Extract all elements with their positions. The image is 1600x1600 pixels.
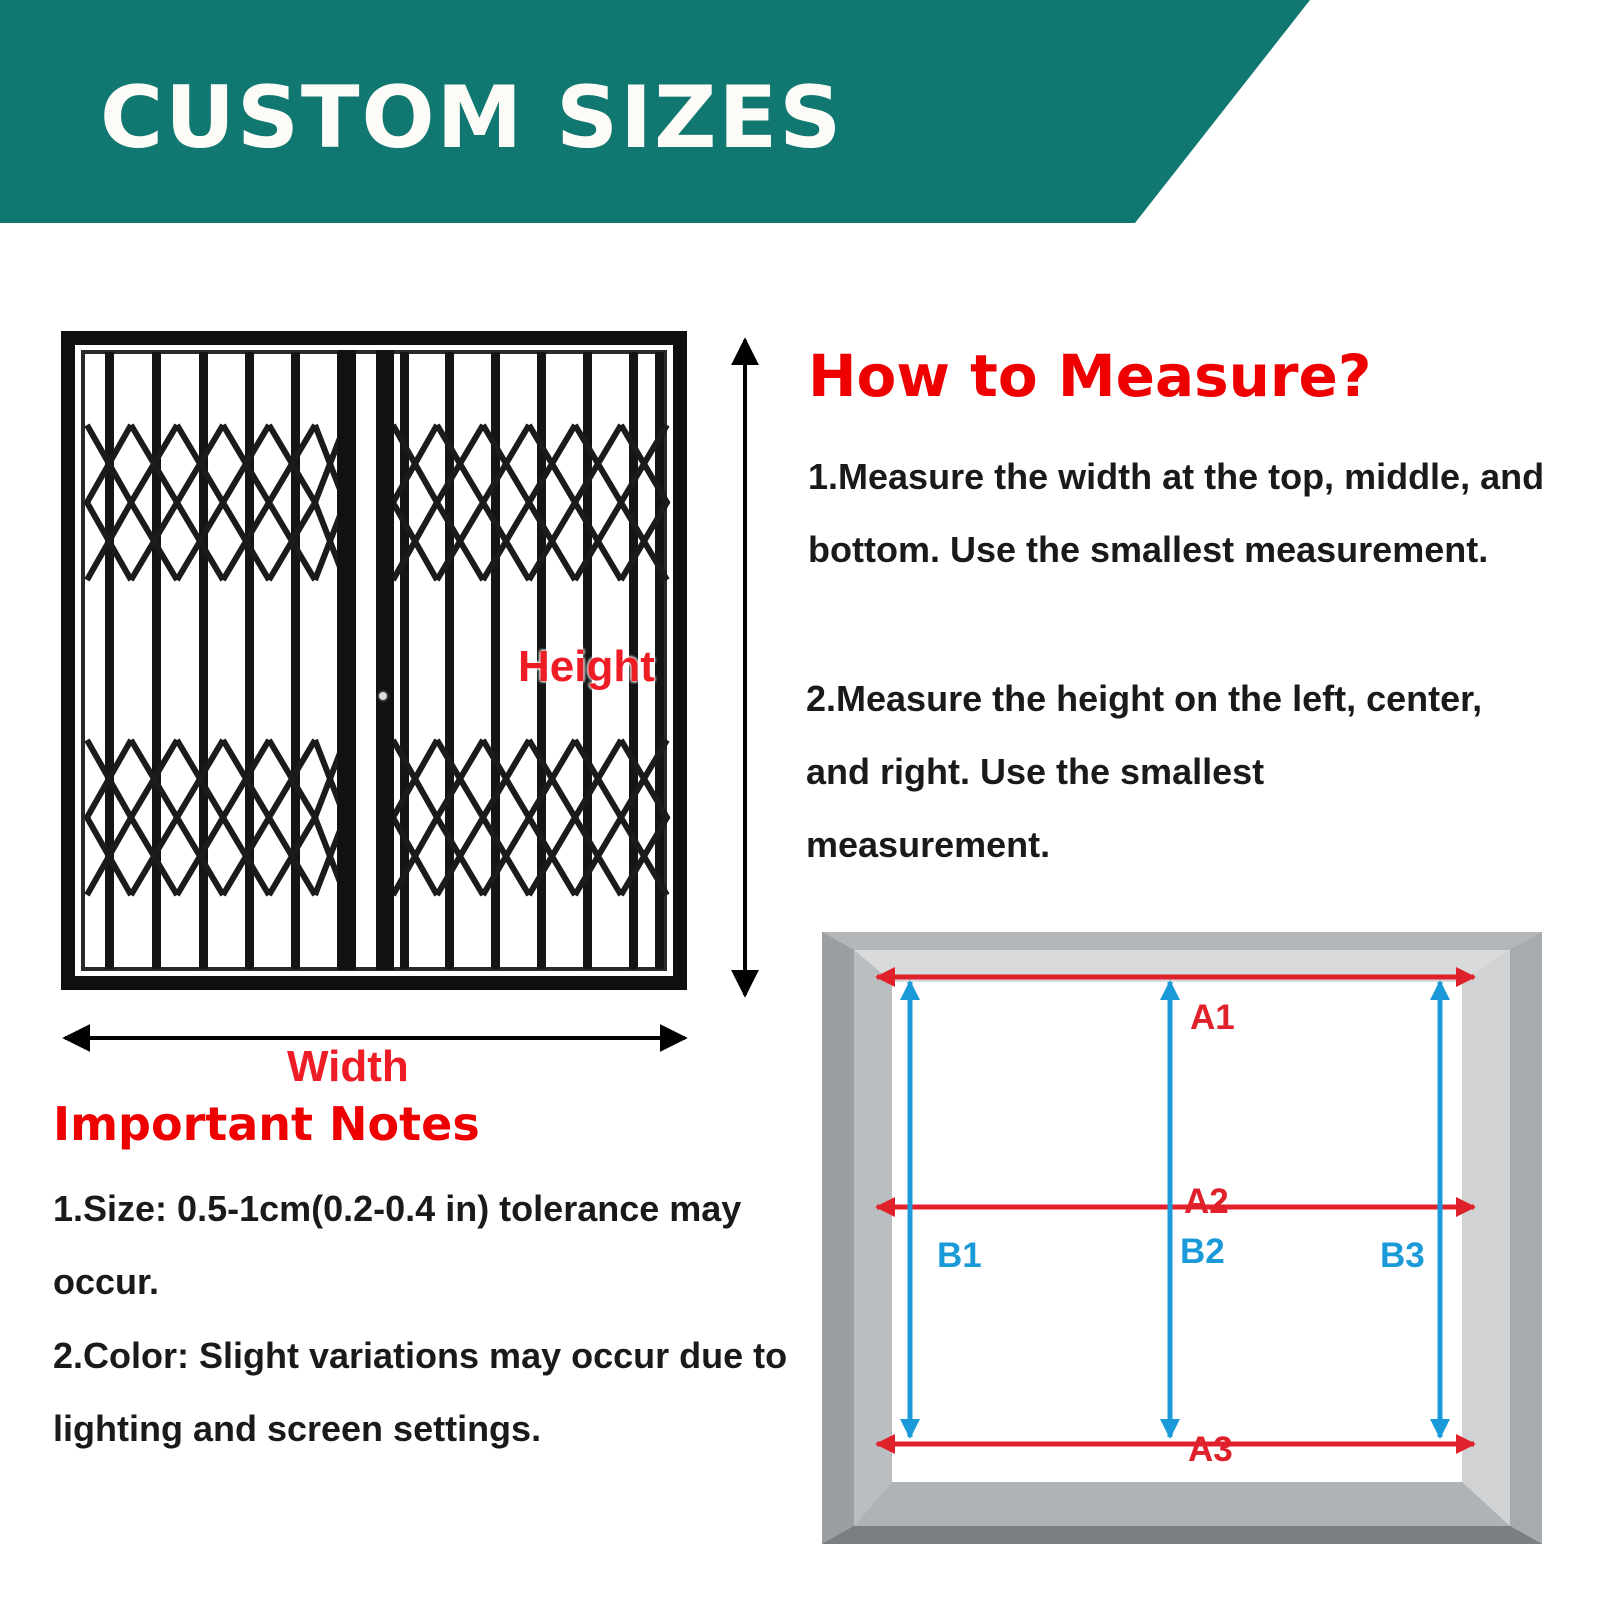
lattice-link (483, 425, 529, 580)
gate-center-post-right (376, 350, 394, 970)
lattice-link (529, 740, 575, 895)
gate-bar (105, 352, 114, 969)
width-label: Width (287, 1042, 409, 1091)
lattice-link (529, 425, 575, 580)
lattice-link (393, 740, 437, 895)
gate-bar (291, 352, 300, 969)
header-banner (0, 0, 1600, 225)
measure-step-1: 1.Measure the width at the top, middle, and bottom. Use the smallest measurement. (808, 456, 1545, 570)
label-b2: B2 (1180, 1232, 1225, 1271)
lattice-link (483, 425, 529, 580)
lattice-link (483, 740, 529, 895)
lattice-link (575, 425, 621, 580)
lattice-link (575, 740, 621, 895)
lattice-link (575, 740, 621, 895)
label-b1: B1 (937, 1236, 982, 1275)
lattice-link (437, 425, 483, 580)
how-to-measure-title: How to Measure? (808, 342, 1372, 410)
lock-icon (378, 691, 388, 701)
note-item-2: 2.Color: Slight variations may occur due to lighting and screen settings. (53, 1335, 788, 1449)
label-a1: A1 (1190, 998, 1235, 1037)
lattice-link (437, 425, 483, 580)
gate-diagram (55, 330, 775, 1091)
measure-step-2: 2.Measure the height on the left, center, and right. Use the smallest measurement. (806, 678, 1483, 865)
banner-title: CUSTOM SIZES (100, 68, 844, 168)
label-a3: A3 (1188, 1430, 1233, 1469)
lattice-link (393, 425, 437, 580)
lattice-link (393, 425, 437, 580)
height-label: Height (518, 642, 655, 691)
label-a2: A2 (1184, 1182, 1229, 1221)
important-notes-title: Important Notes (53, 1097, 480, 1151)
lattice-link (529, 425, 575, 580)
sliding-gate-illustration (55, 330, 775, 1060)
lattice-link (437, 740, 483, 895)
lattice-link (437, 740, 483, 895)
gate-bar (245, 352, 254, 969)
lattice-link (483, 740, 529, 895)
lattice-link (529, 740, 575, 895)
lattice-link (575, 425, 621, 580)
gate-bar (199, 352, 208, 969)
label-b3: B3 (1380, 1236, 1425, 1275)
frame-measurement-diagram (822, 932, 1542, 1544)
note-item-1: 1.Size: 0.5-1cm(0.2-0.4 in) tolerance may occur. (53, 1188, 742, 1302)
gate-center-post (338, 350, 356, 970)
lattice-link (393, 740, 437, 895)
gate-bar (152, 352, 161, 969)
